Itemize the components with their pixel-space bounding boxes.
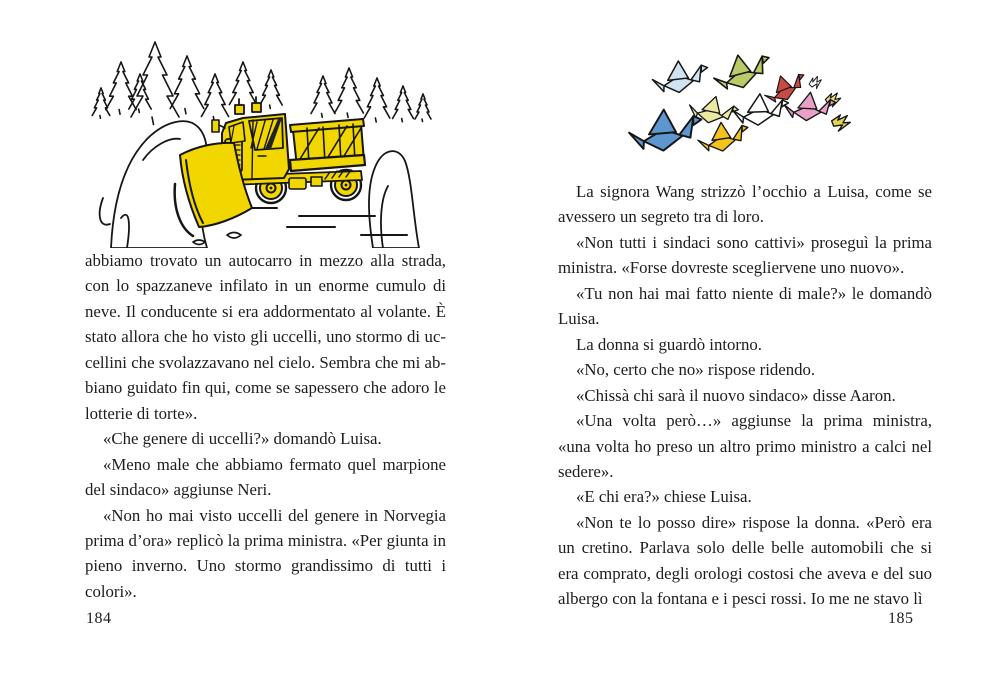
paragraph: «Meno male che abbiamo fermato quel marpione del sindaco» aggiunse Neri. <box>85 454 446 500</box>
right-page-text <box>558 179 932 612</box>
snowplow-illustration <box>85 36 485 248</box>
paragraph: «Una volta però…» aggiunse la prima ministra, «una volta ho preso un altro primo ministro a calci nel sedere». <box>558 411 932 481</box>
origami-bird <box>808 76 823 90</box>
truck-body <box>290 119 365 171</box>
tool-box <box>311 177 322 186</box>
roof-light <box>235 105 244 114</box>
fuel-tank <box>289 178 306 189</box>
paragraph: La signora Wang strizzò l’occhio a Luisa, come se avessero un segreto tra di loro. <box>558 182 932 227</box>
paragraph: La donna si guardò intorno. <box>576 334 762 354</box>
mirror <box>212 120 219 132</box>
paragraph: «Non tutti i sindaci sono cattivi» proseguì la prima ministra. «Forse dovreste scegliervene uno nuovo». <box>558 232 932 278</box>
page-number-left: 184 <box>86 610 112 627</box>
paragraph: abbiamo trovato un autocarro in mezzo alla strada, con lo spazzaneve infilato in un enorme cumulo di neve. Il conducente si era addormentato al volante. È stato allora che ho visto gli uccelli, uno stormo di uccellini che svolazzavano nel cielo. Sembra che mi abbiano guidato fin qui, come se sapessero che adoro le lotterie di torte». <box>85 251 446 423</box>
snow-mound-right <box>369 151 419 248</box>
roof-light <box>252 103 261 112</box>
origami-crane <box>650 56 711 96</box>
paragraph: «Non te lo posso dire» rispose la donna. «Però era un cretino. Parlava solo delle belle automobili che si era comprato, degli orologi costosi che aveva e del suo albergo con la fontana e i pesci rossi. Io me ne stavo lì <box>558 512 932 609</box>
origami-birds-illustration <box>612 48 872 170</box>
paragraph: «Che genere di uccelli?» domandò Luisa. <box>103 429 382 449</box>
origami-crane-flock <box>627 48 852 156</box>
paragraph: «No, certo che no» rispose ridendo. <box>576 360 816 380</box>
left-page-text <box>85 248 446 604</box>
paragraph: «Chissà chi sarà il nuovo sindaco» disse Aaron. <box>576 385 896 405</box>
paragraph: «Non ho mai visto uccelli del genere in Norvegia prima d’ora» replicò la prima ministra. «Per giunta in pieno inverno. Uno stormo grandissimo di tutti i colori». <box>85 505 446 601</box>
page-number-right: 185 <box>888 610 914 627</box>
paragraph: «Tu non hai mai fatto niente di male?» le domandò Luisa. <box>558 283 932 329</box>
origami-crane <box>709 48 775 95</box>
origami-bird <box>830 112 852 133</box>
paragraph: «E chi era?» chiese Luisa. <box>576 487 752 507</box>
